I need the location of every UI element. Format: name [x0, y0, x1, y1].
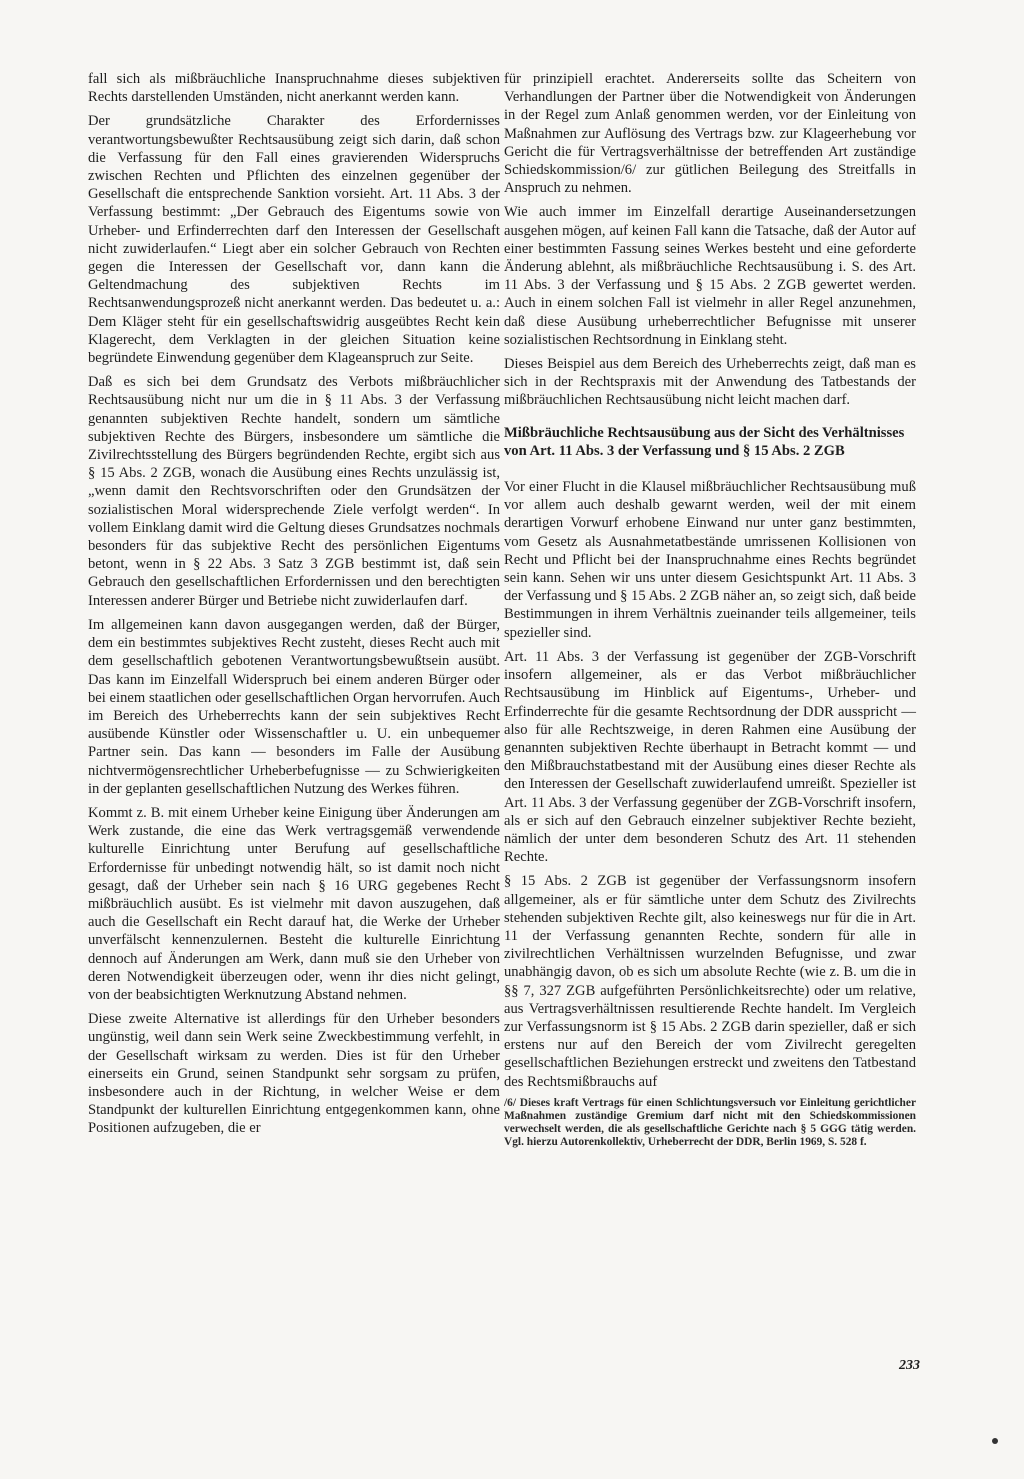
paragraph: fall sich als mißbräuchliche Inanspruchnahme dieses subjektiven Rechts darstellenden Umständen, nicht anerkannt werden kann.	[88, 71, 500, 106]
paragraph: Daß es sich bei dem Grundsatz des Verbots mißbräuchlicher Rechtsausübung nicht nur um die in § 11 Abs. 3 der Verfassung genannten subjektiven Rechte handelt, sondern um sämtliche subjektiven Rechte des Bürgers, insbesondere um sämtliche die Zivilrechtsstellung des Bürgers begründenden Rechte, ergibt sich aus § 15 Abs. 2 ZGB, wonach die Ausübung eines Rechts unzulässig ist, „wenn damit den Rechtsvorschriften oder den Grundsätzen der sozialistischen Moral widersprechende Ziele verfolgt werden“. In vollem Einklang damit wird die Geltung dieses Grundsatzes nochmals besonders für das subjektive Recht des persönlichen Eigentums betont, wenn in § 22 Abs. 3 Satz 3 ZGB bestimmt ist, daß sein Gebrauch den gesellschaftlichen Erfordernissen und den berechtigten Interessen anderer Bürger und Betriebe nicht zuwiderlaufen darf.	[88, 374, 500, 609]
section-heading: Mißbräuchliche Rechtsausübung aus der Sicht des Verhältnisses von Art. 11 Abs. 3 der Verfassung und § 15 Abs. 2 ZGB	[504, 424, 905, 459]
paragraph: Dieses Beispiel aus dem Bereich des Urheberrechts zeigt, daß man es sich in der Rechtspraxis mit der Anwendung des Tatbestands der mißbräuchlichen Rechtsausübung nicht leicht machen darf.	[504, 356, 916, 409]
paragraph: Diese zweite Alternative ist allerdings für den Urheber besonders ungünstig, weil dann sein Werk seine Zweckbestimmung verfehlt, in der Gesellschaft wirksam zu werden. Dies ist für den Urheber einerseits ein Grund, seinen Standpunkt sehr sorgsam zu prüfen, insbesondere auch in der Richtung, in welcher Weise er dem Standpunkt der kulturellen Einrichtung entgegenkommen kann, ohne Positionen aufzugeben, die er	[88, 1011, 500, 1137]
right-column	[504, 70, 916, 1156]
paragraph: § 15 Abs. 2 ZGB ist gegenüber der Verfassungsnorm insofern allgemeiner, als er für sämtliche unter dem Schutz des Zivilrechts stehenden subjektiven Rechte gilt, also keineswegs nur für die in Art. 11 der Verfassung genannten Rechte, sondern für alle in zivilrechtlichen Verhältnissen wurzelnden Befugnisse, und zwar unabhängig davon, ob es sich um absolute Rechte (wie z. B. um die in §§ 7, 327 ZGB aufgeführten Persönlichkeitsrechte) oder um relative, aus Vertragsverhältnissen resultierende Rechte handelt. Im Vergleich zur Verfassungsnorm ist § 15 Abs. 2 ZGB darin spezieller, daß er sich erstens nur auf den Bereich der vom Zivilrecht geregelten gesellschaftlichen Beziehungen erstreckt und zweitens den Tatbestand des Rechtsmißbrauchs auf	[504, 873, 916, 1090]
scan-mark	[992, 1438, 998, 1444]
paragraph: Kommt z. B. mit einem Urheber keine Einigung über Änderungen am Werk zustande, die eine das Werk vertragsgemäß verwendende kulturelle Einrichtung unter Berufung auf gesellschaftliche Erfordernisse für unbedingt notwendig hält, so ist damit noch nicht gesagt, daß der Urheber sein nach § 16 URG gegebenes Recht mißbräuchlich ausübt. Es ist vielmehr mit davon auszugehen, daß auch die Gesellschaft ein Recht darauf hat, die Werke der Urheber unverfälscht kennenzulernen. Besteht die kulturelle Einrichtung dennoch auf Änderungen am Werk, dann muß sie den Urheber von deren Notwendigkeit überzeugen oder, wenn ihr dies nicht gelingt, von der beabsichtigten Werknutzung Abstand nehmen.	[88, 804, 500, 1003]
left-column	[88, 70, 500, 1144]
paragraph: Der grundsätzliche Charakter des Erfordernisses verantwortungsbewußter Rechtsausübung zeigt sich darin, daß schon die Verfassung für den Fall eines gravierenden Widerspruchs zwischen Rechten und Pflichten des einzelnen gegenüber der Gesellschaft die entsprechende Sanktion vorsieht. Art. 11 Abs. 3 der Verfassung bestimmt: „Der Gebrauch des Eigentums sowie von Urheber- und Erfinderrechten darf den Interessen der Gesellschaft nicht zuwiderlaufen.“ Liegt aber ein solcher Gebrauch von Rechten gegen die Interessen der Gesellschaft vor, dann kann die Geltendmachung des subjektiven Rechts im Rechtsanwendungsprozeß nicht anerkannt werden. Das bedeutet u. a.: Dem Kläger steht für ein gesellschaftswidrig ausgeübtes Recht kein Klagerecht, dem Verklagten in der gleichen Situation keine begründete Einwendung gegenüber dem Klageanspruch zur Seite.	[88, 113, 500, 367]
page-number: 233	[899, 1358, 920, 1373]
paragraph: Im allgemeinen kann davon ausgegangen werden, daß der Bürger, dem ein bestimmtes subjektives Recht zusteht, dieses Recht auch mit dem gesellschaftlich gebotenen Verantwortungsbewußtsein ausübt. Das kann im Einzelfall Widerspruch bei einem anderen Bürger oder bei einem staatlichen oder gesellschaftlichen Organ hervorrufen. Auch im Bereich des Urheberrechts kann der sein subjektives Recht ausübende Künstler oder Wissenschaftler u. U. ein unbequemer Partner sein. Das kann — besonders im Falle der Ausübung nichtvermögensrechtlicher Urheberbefugnisse — zu Schwierigkeiten in der geplanten gesellschaftlichen Nutzung des Werkes führen.	[88, 616, 500, 797]
paragraph: Wie auch immer im Einzelfall derartige Auseinandersetzungen ausgehen mögen, auf keinen Fall kann die Tatsache, daß der Autor auf einer bestimmten Fassung seines Werkes besteht und eine geforderte Änderung ablehnt, als mißbräuchliche Rechtsausübung i. S. des Art. 11 Abs. 3 der Verfassung und § 15 Abs. 2 ZGB gewertet werden. Auch in einem solchen Fall ist vielmehr in aller Regel anzunehmen, daß diese Ausübung urheberrechtlicher Befugnisse mit unserer sozialistischen Rechtsordnung in Einklang steht.	[504, 204, 916, 348]
paragraph: Vor einer Flucht in die Klausel mißbräuchlicher Rechtsausübung muß vor allem auch deshalb gewarnt werden, weil der mit einem derartigen Vorwurf erhobene Einwand nur unter ganz bestimmten, vom Gesetz als Ausnahmetatbestände umrissenen Kollisionen von Recht und Pflicht bei der Inanspruchnahme eines Rechts begründet sein kann. Sehen wir uns unter diesem Gesichtspunkt Art. 11 Abs. 3 der Verfassung und § 15 Abs. 2 ZGB näher an, so zeigt sich, daß beide Bestimmungen in ihrem Verhältnis zueinander teils allgemeiner, teils spezieller sind.	[504, 479, 916, 641]
paragraph: für prinzipiell erachtet. Andererseits sollte das Scheitern von Verhandlungen der Partner über die Notwendigkeit von Änderungen in der Regel zum Anlaß genommen werden, vor der Einleitung von Maßnahmen zur Auflösung des Vertrags bzw. zur Klageerhebung vor Gericht die für Vertragsverhältnisse der betreffenden Art zuständige Schiedskommission/6/ zur gütlichen Beilegung des Streitfalls in Anspruch zu nehmen.	[504, 71, 916, 197]
paragraph: Art. 11 Abs. 3 der Verfassung ist gegenüber der ZGB-Vorschrift insofern allgemeiner, als er das Verbot mißbräuchlicher Rechtsausübung im Hinblick auf Eigentums-, Urheber- und Erfinderrechte für die gesamte Rechtsordnung der DDR ausspricht — also für alle Rechtszweige, in deren Rahmen eine Ausübung der genannten subjektiven Rechte überhaupt in Betracht kommt — und den Mißbrauchstatbestand mit der Ausübung eines dieser Rechte als den Interessen der Gesellschaft zuwiderlaufend umreißt. Spezieller ist Art. 11 Abs. 3 der Verfassung gegenüber der ZGB-Vorschrift insofern, als er sich auf den Gebrauch einzelner subjektiver Rechte bezieht, nämlich der unter dem besonderen Schutz des Art. 11 stehenden Rechte.	[504, 648, 916, 866]
footnote: /6/ Dieses kraft Vertrags für einen Schlichtungsversuch vor Einleitung gerichtlicher Maßnahmen zuständige Gremium darf nicht mit den Schiedskommissionen verwechselt werden, die als gesellschaftliche Gerichte nach § 5 GGG tätig werden. Vgl. hierzu Autorenkollektiv, Urheberrecht der DDR, Berlin 1969, S. 528 f.	[504, 1096, 916, 1149]
